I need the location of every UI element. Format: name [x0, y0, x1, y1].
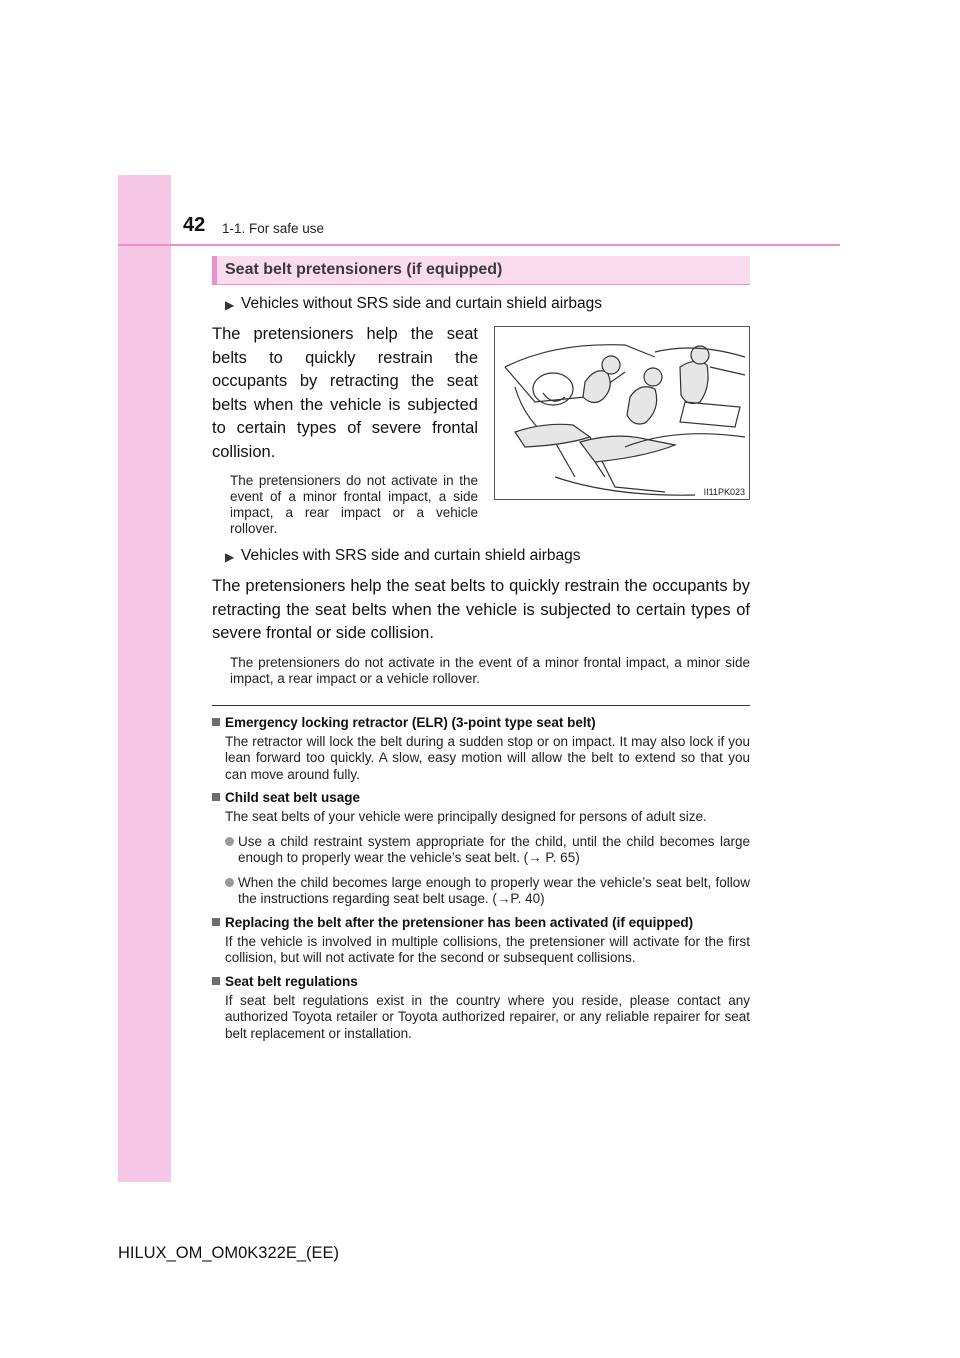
item-title: Emergency locking retractor (ELR) (3-point type seat belt): [225, 714, 596, 730]
variant-with-side-airbags: [212, 545, 750, 567]
square-bullet-icon: [212, 977, 220, 985]
side-tab-band: [118, 175, 171, 1182]
vehicle-interior-illustration: [494, 326, 750, 500]
item-title: Replacing the belt after the pretensioner has been activated (if equipped): [225, 914, 694, 930]
item-text: The retractor will lock the belt during a sudden stop or on impact. It may also lock if you lean forward too quickly. A slow, easy motion will allow the belt to extend so that you can move around fully.: [225, 733, 750, 782]
variant-without-side-airbags: [212, 293, 750, 315]
arrow-right-icon: ▶: [225, 550, 235, 564]
square-bullet-icon: [212, 793, 220, 801]
figure-code: II11PK023: [703, 487, 745, 497]
header-rule: [118, 244, 840, 246]
item-seat-belt-regulations: [212, 974, 750, 1043]
square-bullet-icon: [212, 918, 220, 926]
page-content: [212, 256, 750, 1049]
item-heading: [212, 790, 750, 806]
variant1-note: The pretensioners do not activate in the event of a minor frontal impact, a side impact, a rear impact or a vehicle rollover.: [230, 473, 478, 536]
variant1-text-column: [212, 323, 478, 537]
item-title: Child seat belt usage: [225, 790, 361, 805]
item-child-seat-belt: [212, 790, 750, 908]
item-title: Seat belt regulations: [225, 973, 358, 989]
document-footer: HILUX_OM_OM0K322E_(EE): [118, 1244, 340, 1262]
item-heading: [212, 974, 750, 990]
occupants-illustration: [495, 327, 749, 499]
page-number: 42: [183, 214, 206, 236]
item-text: The seat belts of your vehicle were principally designed for persons of adult size.: [225, 809, 707, 824]
circle-bullet-icon: [225, 837, 234, 846]
list-item: [212, 875, 750, 908]
item-text: If seat belt regulations exist in the country where you reside, please contact any authorized Toyota retailer or Toyota authorized repairer, or any reliable repairer for seat belt replacement or installation.: [225, 992, 750, 1041]
variant2-description: The pretensioners help the seat belts to quickly restrain the occupants by retracting the seat belts when the vehicle is subjected to certain types of severe frontal or side collision.: [212, 577, 750, 642]
variant1-description: The pretensioners help the seat belts to quickly restrain the occupants by retracting the seat belts when the vehicle is subjected to certain types of severe frontal collision.: [212, 325, 478, 461]
variant1-body: [212, 323, 750, 537]
circle-bullet-icon: [225, 878, 234, 887]
bullet-text: When the child becomes large enough to properly wear the vehicle’s seat belt, follow the instructions regarding seat belt usage. (→P. 40): [238, 874, 750, 906]
section-title: 1-1. For safe use: [222, 221, 325, 236]
item-replacing-belt: [212, 915, 750, 967]
item-heading: [212, 715, 750, 731]
list-item: [212, 834, 750, 867]
square-bullet-icon: [212, 718, 220, 726]
item-heading: [212, 915, 750, 931]
variant-label: Vehicles without SRS side and curtain shield airbags: [241, 295, 603, 312]
section-divider: [212, 705, 750, 706]
variant2-note: The pretensioners do not activate in the event of a minor frontal impact, a minor side impact, a rear impact or a vehicle rollover.: [230, 654, 750, 686]
section-heading: Seat belt pretensioners (if equipped): [212, 256, 750, 285]
variant-label: Vehicles with SRS side and curtain shield airbags: [241, 547, 581, 564]
bullet-text: Use a child restraint system appropriate for the child, until the child becomes large enough to properly wear the vehicle’s seat belt. (→ P. 65): [238, 833, 750, 865]
arrow-right-icon: ▶: [225, 298, 235, 312]
item-text: If the vehicle is involved in multiple collisions, the pretensioner will activate for the first collision, but will not activate for the second or subsequent collisions.: [225, 933, 750, 965]
item-elr: [212, 715, 750, 784]
